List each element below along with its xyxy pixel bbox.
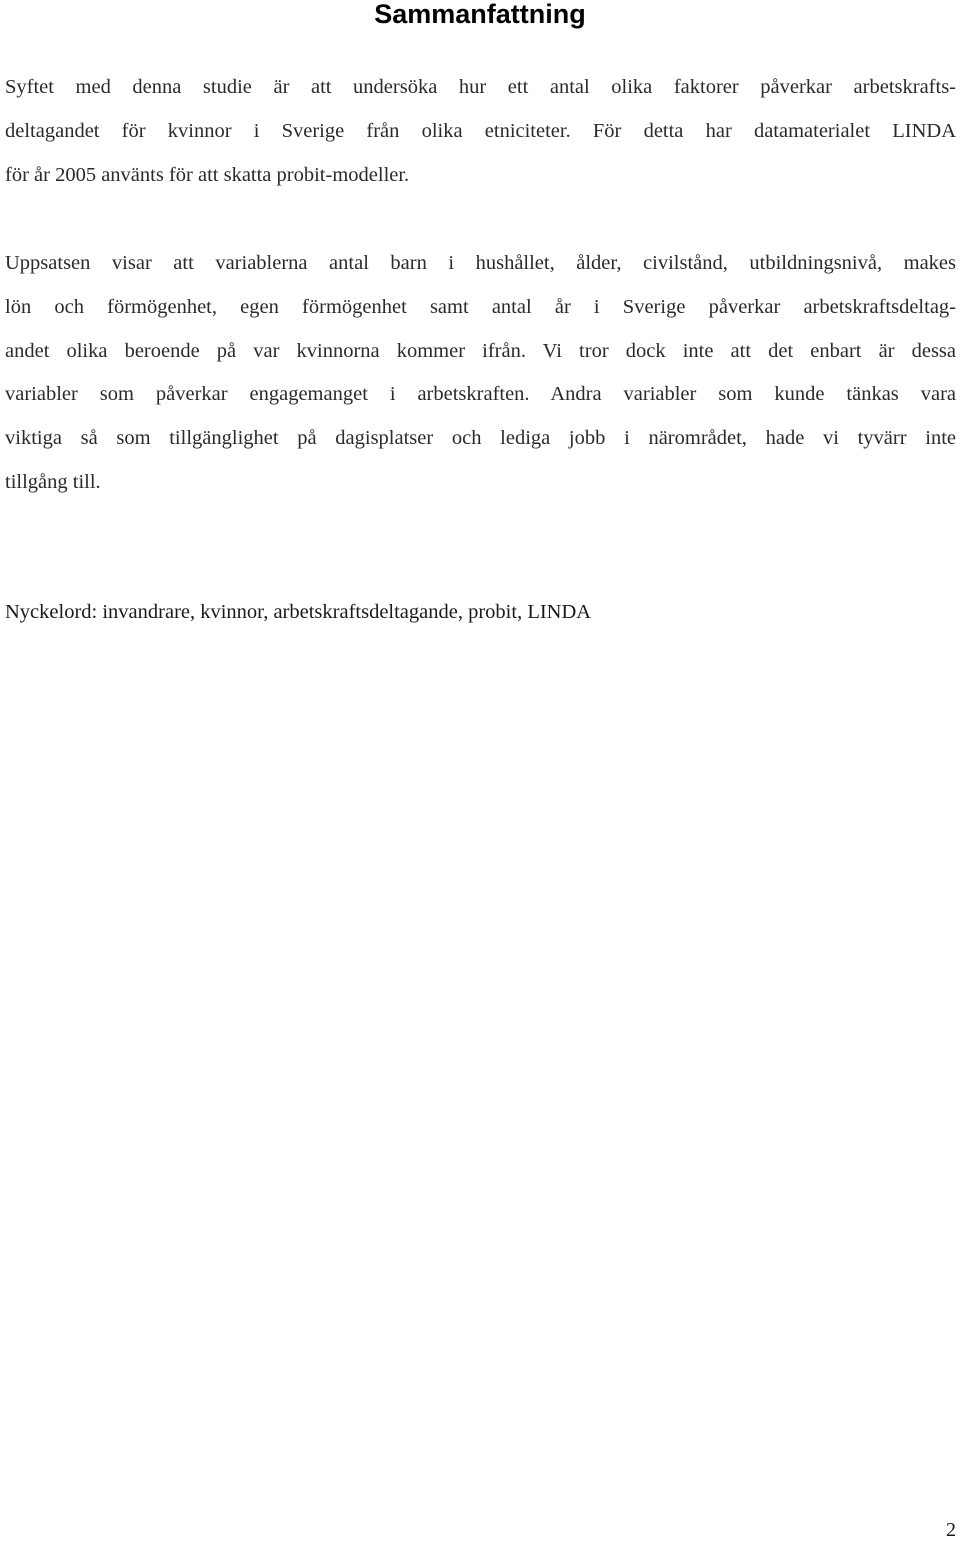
page-number: 2: [946, 1519, 956, 1541]
summary-paragraph-1: [5, 66, 956, 197]
paragraph-line: tillgång till.: [5, 470, 101, 493]
paragraph-line: andet olika beroende på var kvinnorna kommer ifrån. Vi tror dock inte att det enbart är dessa: [5, 339, 956, 362]
paragraph-line: Syftet med denna studie är att undersöka hur ett antal olika faktorer påverkar arbetskrafts-: [5, 76, 956, 98]
summary-paragraph-2: [5, 242, 956, 505]
paragraph-line: lön och förmögenhet, egen förmögenhet samt antal år i Sverige påverkar arbetskraftsdeltag-: [5, 295, 956, 318]
paragraph-line: för år 2005 använts för att skatta probit-modeller.: [5, 163, 410, 186]
paragraph-line: variabler som påverkar engagemanget i arbetskraften. Andra variabler som kunde tänkas vara: [5, 383, 956, 406]
paragraph-line: Uppsatsen visar att variablerna antal barn i hushållet, ålder, civilstånd, utbildningsnivå, makes: [5, 252, 956, 274]
keywords-line: Nyckelord: invandrare, kvinnor, arbetskraftsdeltagande, probit, LINDA: [5, 601, 592, 623]
paragraph-line: viktiga så som tillgänglighet på dagisplatser och lediga jobb i närområdet, hade vi tyvärr inte: [5, 427, 956, 450]
paragraph-line: deltagandet för kvinnor i Sverige från olika etniciteter. För detta har datamaterialet LINDA: [5, 119, 956, 142]
page-title: Sammanfattning: [374, 0, 586, 29]
